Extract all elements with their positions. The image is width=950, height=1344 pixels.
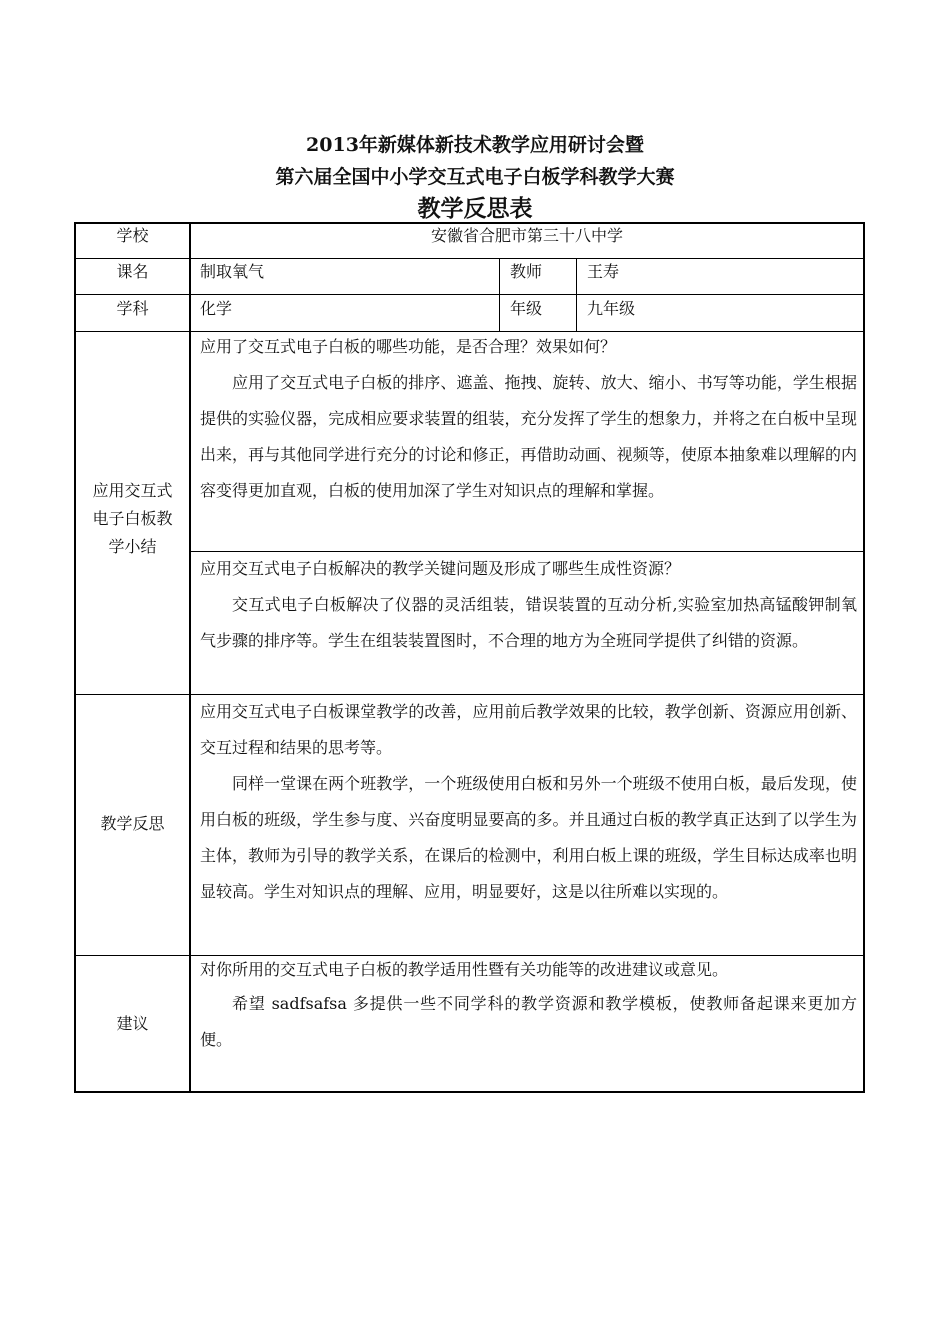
school-label: 学校 [116, 226, 149, 245]
lesson-value: 制取氧气 [200, 262, 265, 281]
summary-question-1: 应用了交互式电子白板的哪些功能，是否合理？效果如何？ [200, 337, 617, 356]
reflection-answer: 同样一堂课在两个班教学，一个班级使用白板和另外一个班级不使用白板，最后发现，使用白板的班级，学生参与度、兴奋度明显要高的多。并且通过白板的教学真正达到了以学生为主体，教师为引导的教学关系，在课后的检测中，利用白板上课的班级，学生目标达成率也明显较高。学生对知识点的理解、应用，明显要好，这是以往所难以实现的。 [200, 774, 857, 901]
subject-value: 化学 [200, 299, 233, 318]
summary-answer-2: 交互式电子白板解决了仪器的灵活组装，错误装置的互动分析,实验室加热高锰酸钾制氧气步骤的排序等。学生在组装装置图时，不合理的地方为全班同学提供了纠错的资源。 [200, 595, 857, 650]
column-divider [189, 222, 191, 1093]
table-border-right [863, 222, 865, 1093]
table-border-bottom [74, 1091, 865, 1093]
table-border-left [74, 222, 76, 1093]
reflection-label: 教学反思 [100, 814, 165, 833]
grade-label: 年级 [510, 299, 543, 318]
table-border-top [74, 222, 865, 224]
suggestion-answer: 希望 sadfsafsa 多提供一些不同学科的教学资源和教学模板，使教师备起课来更加方便。 [200, 994, 857, 1049]
teacher-label: 教师 [510, 262, 543, 281]
header-line-1: 2013年新媒体新技术教学应用研讨会暨 [306, 134, 644, 156]
column-divider [499, 258, 500, 331]
suggestion-question: 对你所用的交互式电子白板的教学适用性暨有关功能等的改进建议或意见。 [200, 960, 729, 979]
summary-label-line: 应用交互式 [92, 481, 173, 500]
summary-label [76, 477, 189, 561]
column-divider [576, 258, 577, 331]
summary-answer-1: 应用了交互式电子白板的排序、遮盖、拖拽、旋转、放大、缩小、书写等功能，学生根据提供的实验仪器，完成相应要求装置的组装，充分发挥了学生的想象力，并将之在白板中呈现出来，再与其他同学进行充分的讨论和修正，再借助动画、视频等，使原本抽象难以理解的内容变得更加直观，白板的使用加深了学生对知识点的理解和掌握。 [200, 373, 857, 500]
lesson-label: 课名 [116, 262, 149, 281]
row-divider [74, 258, 865, 259]
subject-label: 学科 [116, 299, 149, 318]
summary-question-2: 应用交互式电子白板解决的教学关键问题及形成了哪些生成性资源？ [200, 559, 681, 578]
summary-label-line: 学小结 [108, 537, 157, 556]
form-title: 教学反思表 [417, 195, 533, 222]
row-divider [74, 294, 865, 295]
teacher-value: 王寿 [587, 262, 620, 281]
reflection-question: 应用交互式电子白板课堂教学的改善，应用前后教学效果的比较，教学创新、资源应用创新、交互过程和结果的思考等。 [200, 702, 857, 757]
header-line-2: 第六届全国中小学交互式电子白板学科教学大赛 [275, 166, 675, 188]
grade-value: 九年级 [587, 299, 636, 318]
school-value: 安徽省合肥市第三十八中学 [430, 226, 623, 245]
reflection-table [74, 222, 865, 1095]
summary-label-line: 电子白板教 [92, 509, 173, 528]
suggestion-label: 建议 [116, 1014, 149, 1033]
